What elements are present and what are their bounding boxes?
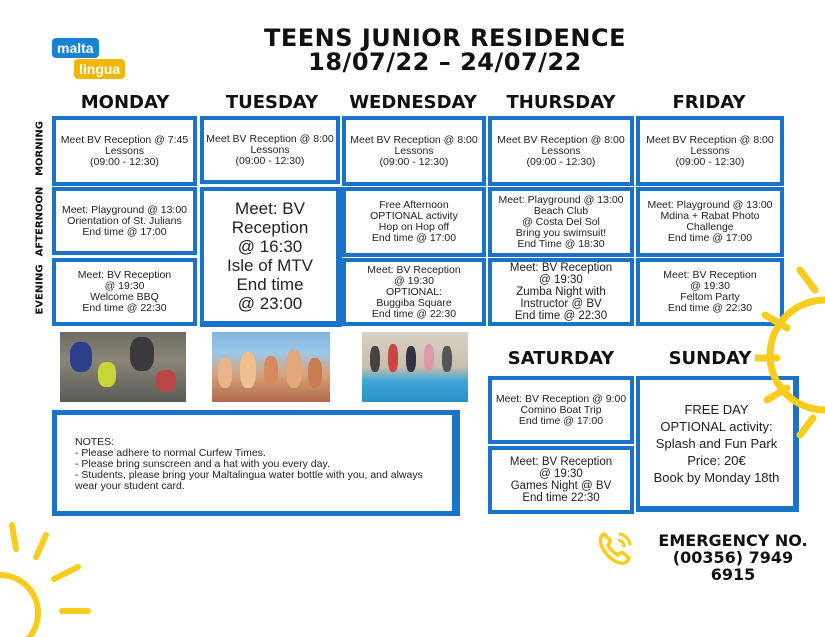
cell-thu-afternoon: Meet: Playground @ 13:00 Beach Club @ Costa Del Sol Bring you swimsuit! End Time @ 18:30 [488, 187, 634, 257]
note-item: - Please bring sunscreen and a hat with you every day. [75, 458, 330, 470]
notes-box [52, 410, 460, 516]
cell-fri-evening: Meet: BV Reception @ 19:30 Feltom Party End time @ 22:30 [636, 258, 784, 326]
emergency-number: (00356) 7949 6915 [672, 548, 794, 584]
cell-tue-afternoon-evening: Meet: BV Reception @ 16:30 Isle of MTV End time @ 23:00 [200, 187, 342, 327]
cell-mon-morning: Meet BV Reception @ 7:45 Lessons (09:00 - 12:30) [52, 116, 197, 186]
emergency-contact [648, 532, 818, 583]
sun-decoration-left [0, 515, 95, 637]
photo-buggiba [362, 332, 468, 402]
cell-mon-afternoon: Meet: Playground @ 13:00 Orientation of St. Julians End time @ 17:00 [52, 187, 197, 255]
logo-malta: malta [52, 38, 99, 58]
day-sunday: SUNDAY [668, 348, 752, 369]
cell-mon-evening: Meet: BV Reception @ 19:30 Welcome BBQ End time @ 22:30 [52, 258, 197, 326]
day-saturday: SATURDAY [507, 348, 615, 369]
cell-tue-morning: Meet BV Reception @ 8:00 Lessons (09:00 - 12:30) [200, 116, 340, 184]
cell-thu-evening: Meet: BV Reception @ 19:30 Zumba Night with Instructor @ BV End time @ 22:30 [488, 258, 634, 326]
notes-heading: NOTES: [75, 436, 115, 448]
cell-fri-morning: Meet BV Reception @ 8:00 Lessons (09:00 - 12:30) [636, 116, 784, 186]
cell-sat-day: Meet: BV Reception @ 9:00 Comino Boat Trip End time @ 17:00 [488, 376, 634, 444]
day-thursday: THURSDAY [506, 92, 616, 113]
cell-thu-morning: Meet BV Reception @ 8:00 Lessons (09:00 - 12:30) [488, 116, 634, 186]
page-title [200, 26, 690, 74]
cell-wed-morning: Meet BV Reception @ 8:00 Lessons (09:00 - 12:30) [342, 116, 486, 186]
logo-lingua: lingua [74, 59, 125, 79]
sun-decoration-right [755, 240, 825, 440]
photo-isle-of-mtv [212, 332, 330, 402]
day-tuesday: TUESDAY [225, 92, 319, 113]
day-wednesday: WEDNESDAY [349, 92, 477, 113]
title-line-2: 18/07/22 – 24/07/22 [308, 48, 582, 76]
cell-wed-evening: Meet: BV Reception @ 19:30 OPTIONAL: Buggiba Square End time @ 22:30 [342, 258, 486, 326]
photo-welcome-bbq [60, 332, 186, 402]
emergency-label: EMERGENCY NO. [658, 531, 808, 550]
maltalingua-logo [52, 38, 142, 88]
period-evening: EVENING [34, 264, 46, 315]
note-item: - Students, please bring your Maltalingua water bottle with you, and always wear your student card. [75, 469, 423, 492]
title-line-1: TEENS JUNIOR RESIDENCE [263, 24, 627, 52]
day-friday: FRIDAY [672, 92, 746, 113]
day-monday: MONDAY [80, 92, 170, 113]
cell-wed-afternoon: Free Afternoon OPTIONAL activity Hop on Hop off End time @ 17:00 [342, 187, 486, 257]
period-morning: MORNING [34, 121, 46, 176]
note-item: - Please adhere to normal Curfew Times. [75, 447, 266, 459]
phone-icon [594, 528, 638, 568]
cell-fri-afternoon: Meet: Playground @ 13:00 Mdina + Rabat Photo Challenge End time @ 17:00 [636, 187, 784, 257]
cell-sat-evening: Meet: BV Reception @ 19:30 Games Night @ BV End time 22:30 [488, 446, 634, 514]
period-afternoon: AFTERNOON [34, 186, 46, 257]
cell-sunday: FREE DAY OPTIONAL activity: Splash and Fun Park Price: 20€ Book by Monday 18th [636, 376, 799, 512]
